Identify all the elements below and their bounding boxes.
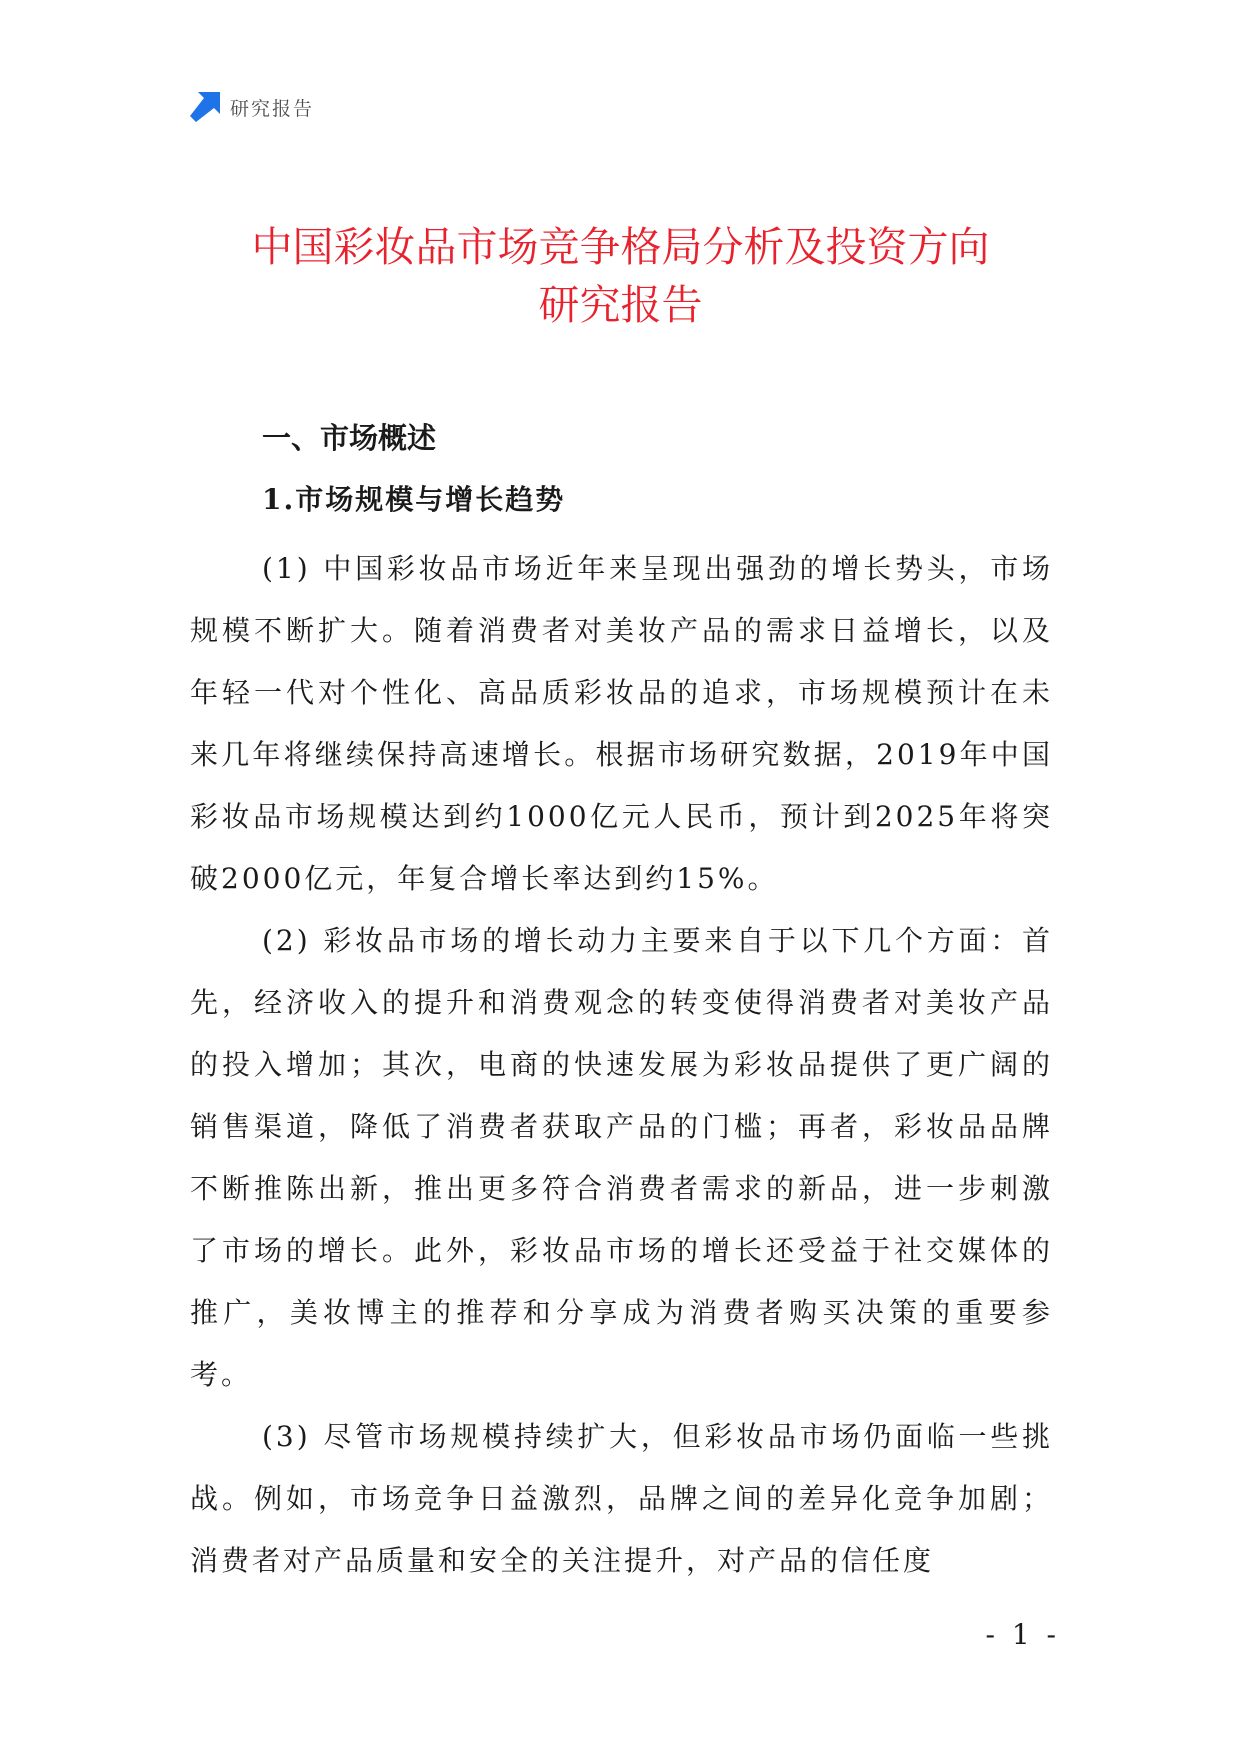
document-title	[150, 218, 1091, 334]
section-heading: 一、市场概述	[262, 421, 437, 455]
title-line-2: 研究报告	[538, 281, 703, 329]
paragraph-2: (2) 彩妆品市场的增长动力主要来自于以下几个方面：首先，经济收入的提升和消费观念的转变使得消费者对美妆产品的投入增加；其次，电商的快速发展为彩妆品提供了更广阔的销售渠道，降低了消费者获取产品的门槛；再者，彩妆品品牌不断推陈出新，推出更多符合消费者需求的新品，进一步刺激了市场的增长。此外，彩妆品市场的增长还受益于社交媒体的推广，美妆博主的推荐和分享成为消费者购买决策的重要参考。	[190, 924, 1053, 1391]
page-number: - 1 -	[985, 1618, 1060, 1651]
document-header	[190, 90, 314, 124]
subsection-heading: 1.市场规模与增长趋势	[262, 483, 566, 516]
header-label: 研究报告	[230, 97, 315, 120]
paragraph-1: (1) 中国彩妆品市场近年来呈现出强劲的增长势头，市场规模不断扩大。随着消费者对美妆产品的需求日益增长，以及年轻一代对个性化、高品质彩妆品的追求，市场规模预计在未来几年将继续保持高速增长。根据市场研究数据，2019年中国彩妆品市场规模达到约1000亿元人民币，预计到2025年将突破2000亿元，年复合增长率达到约15%。	[190, 552, 1053, 895]
arrow-up-right-icon	[190, 92, 220, 122]
body-text	[190, 538, 1053, 1592]
paragraph-3: (3) 尽管市场规模持续扩大，但彩妆品市场仍面临一些挑战。例如，市场竞争日益激烈，品牌之间的差异化竞争加剧；消费者对产品质量和安全的关注提升，对产品的信任度	[190, 1420, 1053, 1577]
title-line-1: 中国彩妆品市场竞争格局分析及投资方向	[251, 223, 990, 271]
